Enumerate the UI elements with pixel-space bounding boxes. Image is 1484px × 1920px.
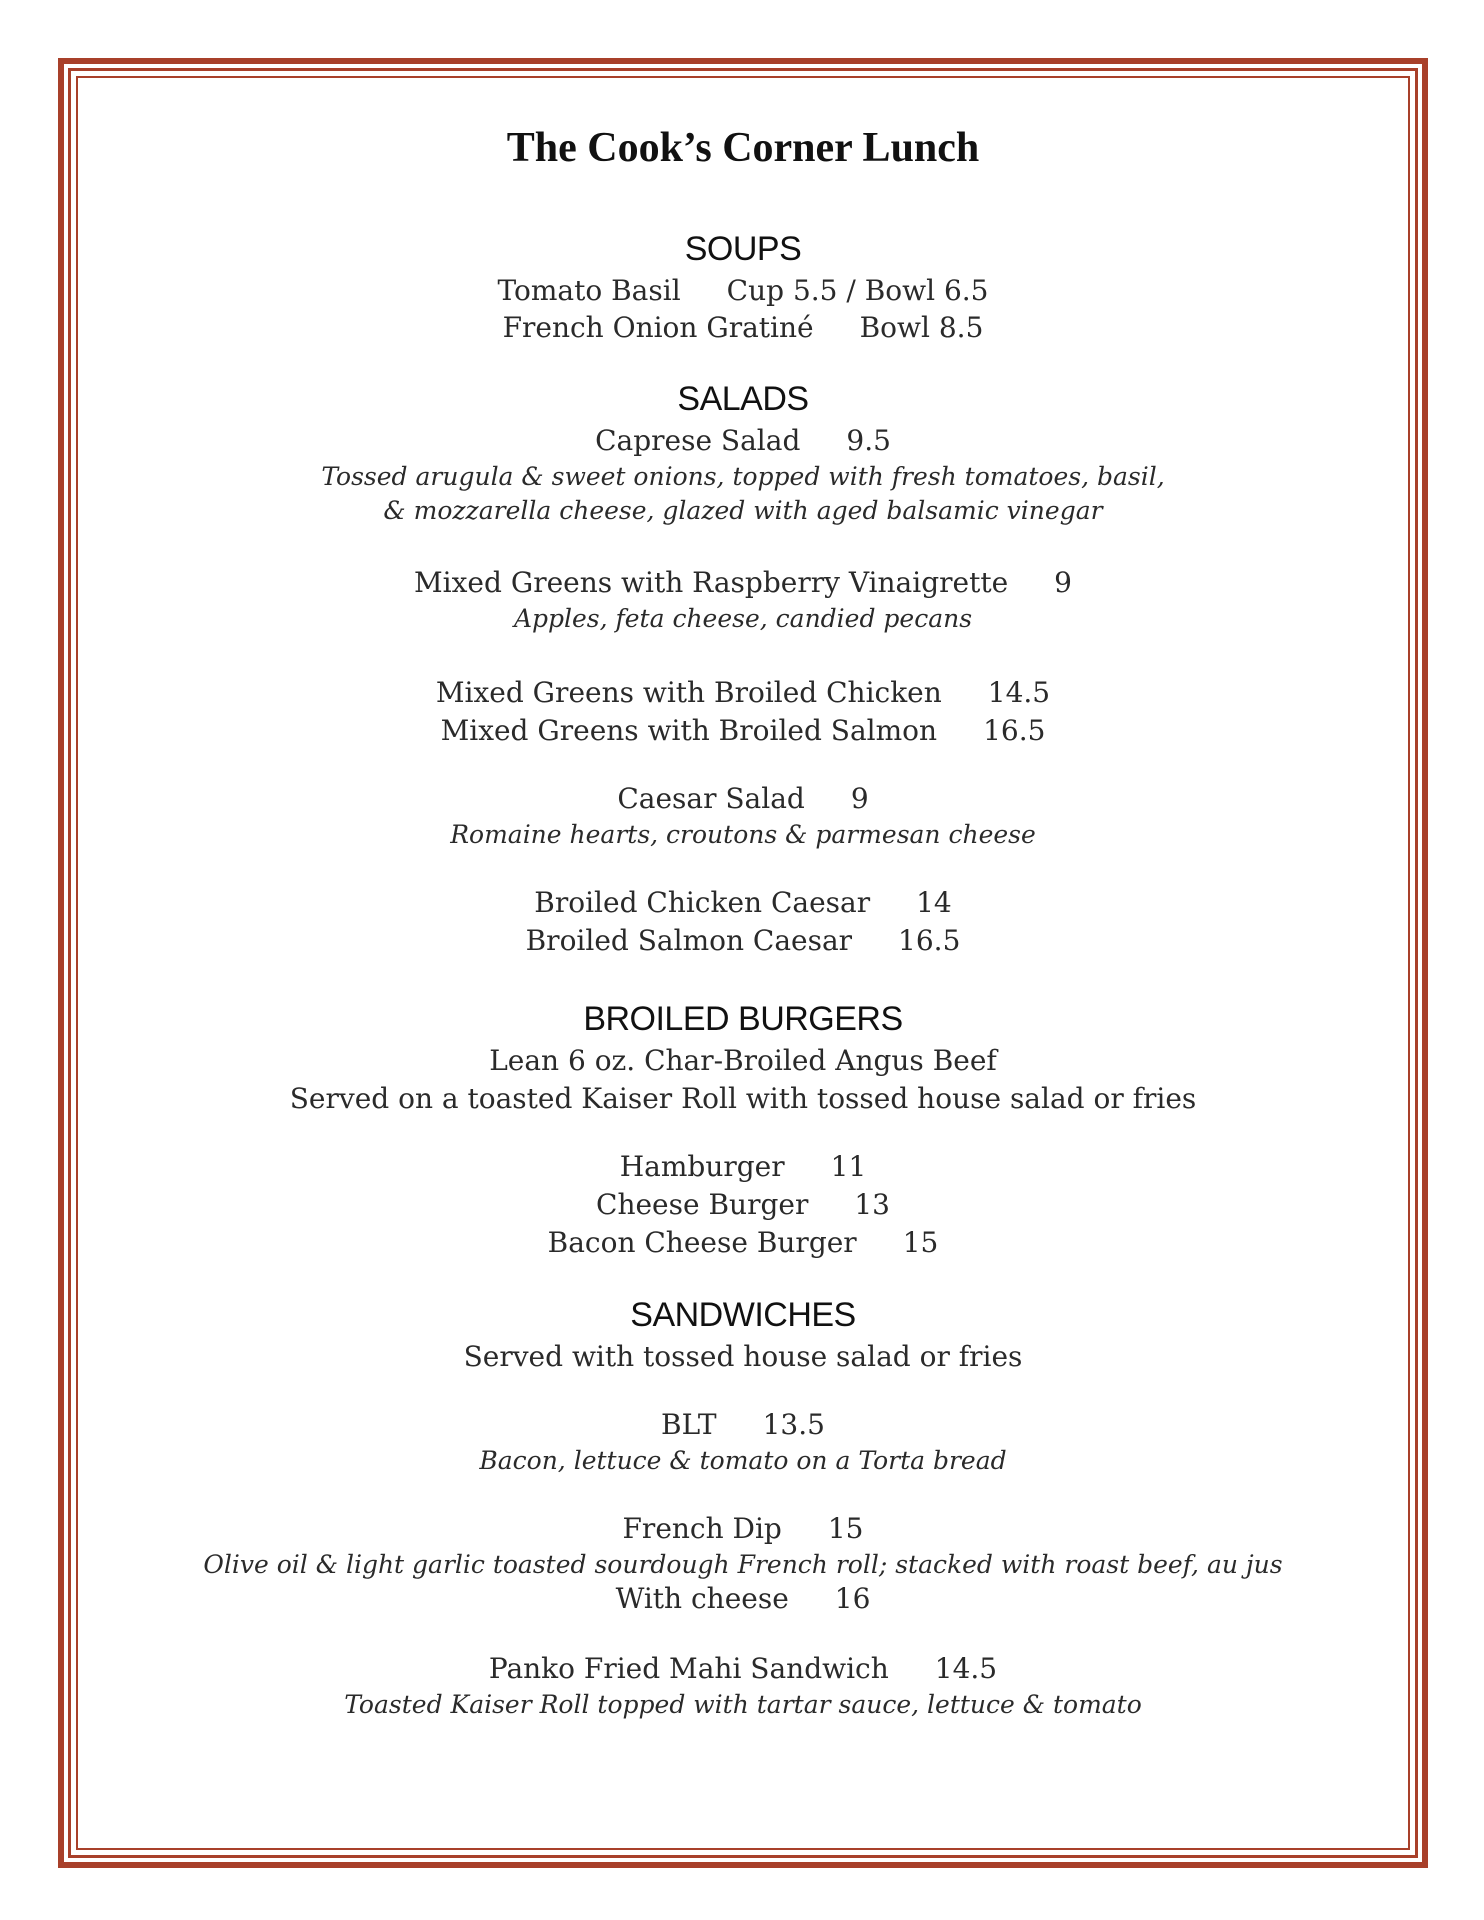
item-price: 14.5 xyxy=(934,1652,998,1685)
soup-tomato-basil xyxy=(82,274,1404,307)
burger-hamburger xyxy=(82,1150,1404,1183)
salad-chicken-caesar xyxy=(82,886,1404,919)
sandwich-blt xyxy=(82,1408,1404,1441)
item-price: 15 xyxy=(902,1226,939,1259)
item-price: 16.5 xyxy=(983,714,1046,747)
item-name: Caesar Salad xyxy=(617,782,805,815)
sandwiches-heading: SANDWICHES xyxy=(630,1296,856,1334)
item-name: Tomato Basil xyxy=(497,274,681,307)
item-price: 14.5 xyxy=(987,676,1051,709)
item-name: Mixed Greens with Broiled Salmon xyxy=(440,714,938,747)
item-price: 9.5 xyxy=(846,424,891,457)
item-price: Bowl 8.5 xyxy=(859,311,984,344)
soups-heading: SOUPS xyxy=(684,230,802,268)
item-name: Broiled Salmon Caesar xyxy=(525,924,853,957)
item-price: 13 xyxy=(854,1188,890,1221)
burgers-subtitle-1: Lean 6 oz. Char-Broiled Angus Beef xyxy=(489,1044,997,1077)
salad-mixed-greens xyxy=(82,566,1404,599)
sandwich-mahi xyxy=(82,1652,1404,1685)
item-price: 16.5 xyxy=(898,924,961,957)
salads-heading: SALADS xyxy=(677,380,809,418)
mixed-greens-description: Apples, feta cheese, candied pecans xyxy=(513,604,973,633)
sandwich-french-dip xyxy=(82,1512,1404,1545)
caprese-description-line-2: & mozzarella cheese, glazed with aged balsamic vinegar xyxy=(383,496,1103,525)
item-price: 14 xyxy=(916,886,952,919)
french-dip-with-cheese xyxy=(82,1582,1404,1615)
item-name: Caprese Salad xyxy=(595,424,801,457)
soup-french-onion xyxy=(82,311,1404,344)
item-name: Bacon Cheese Burger xyxy=(547,1226,857,1259)
item-price: Cup 5.5 / Bowl 6.5 xyxy=(726,274,989,307)
mahi-description: Toasted Kaiser Roll topped with tartar sauce, lettuce & tomato xyxy=(344,1690,1142,1719)
salad-mixed-salmon xyxy=(82,714,1404,747)
item-name: Hamburger xyxy=(619,1150,785,1183)
salad-mixed-chicken xyxy=(82,676,1404,709)
item-price: 15 xyxy=(827,1512,864,1545)
caprese-description-line-1: Tossed arugula & sweet onions, topped with fresh tomatoes, basil, xyxy=(321,462,1165,491)
item-price: 13.5 xyxy=(762,1408,825,1441)
salad-caesar xyxy=(82,782,1404,815)
item-name: Panko Fried Mahi Sandwich xyxy=(488,1652,889,1685)
sandwiches-subtitle: Served with tossed house salad or fries xyxy=(463,1340,1023,1373)
menu-page xyxy=(82,82,1404,1844)
item-price: 9 xyxy=(1054,566,1072,599)
burgers-heading: BROILED BURGERS xyxy=(583,1000,903,1038)
item-price: 9 xyxy=(850,782,869,815)
blt-description: Bacon, lettuce & tomato on a Torta bread xyxy=(479,1446,1007,1475)
item-name: Mixed Greens with Raspberry Vinaigrette xyxy=(414,566,1009,599)
burgers-subtitle-2: Served on a toasted Kaiser Roll with tossed house salad or fries xyxy=(289,1082,1197,1115)
item-name: Mixed Greens with Broiled Chicken xyxy=(435,676,942,709)
item-price: 11 xyxy=(830,1150,867,1183)
salad-salmon-caesar xyxy=(82,924,1404,957)
item-name: Cheese Burger xyxy=(596,1188,809,1221)
item-name: Broiled Chicken Caesar xyxy=(534,886,871,919)
item-name: BLT xyxy=(661,1408,717,1441)
item-name: French Dip xyxy=(622,1512,782,1545)
burger-cheese xyxy=(82,1188,1404,1221)
item-name: With cheese xyxy=(615,1582,789,1615)
salad-caprese xyxy=(82,424,1404,457)
burger-bacon-cheese xyxy=(82,1226,1404,1259)
caesar-description: Romaine hearts, croutons & parmesan cheese xyxy=(450,820,1036,849)
item-price: 16 xyxy=(834,1582,871,1615)
item-name: French Onion Gratiné xyxy=(502,311,814,344)
menu-title: The Cook’s Corner Lunch xyxy=(506,125,980,171)
french-dip-description: Olive oil & light garlic toasted sourdough French roll; stacked with roast beef, au jus xyxy=(203,1550,1283,1579)
